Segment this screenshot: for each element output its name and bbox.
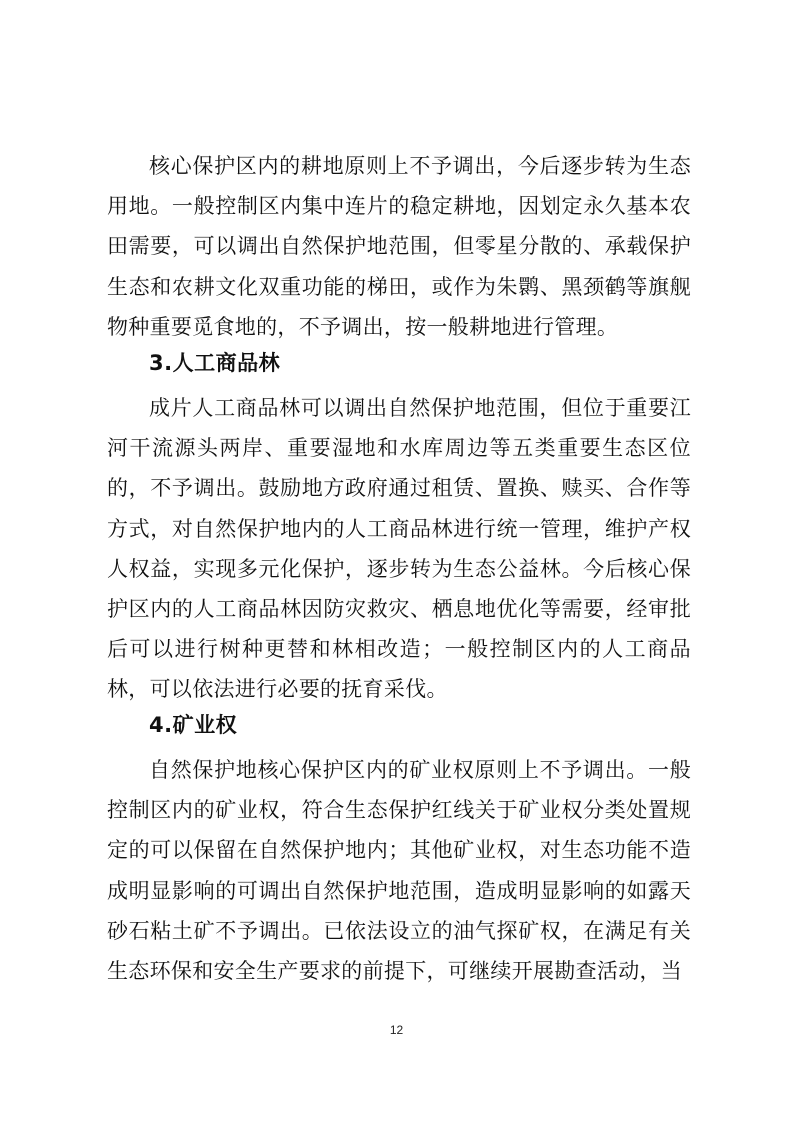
- paragraph-farmland: 核心保护区内的耕地原则上不予调出，今后逐步转为生态用地。一般控制区内集中连片的稳定耕地，因划定永久基本农田需要，可以调出自然保护地范围，但零星分散的、承载保护生态和农耕文化双重功能的梯田，或作为朱鹮、黑颈鹤等旗舰物种重要觅食地的，不予调出，按一般耕地进行管理。: [107, 154, 691, 339]
- section-heading-artificial-commercial-forest: 3.人工商品林: [149, 351, 281, 375]
- section-heading-mining-rights: 4.矿业权: [149, 713, 238, 737]
- paragraph-mining-rights: 自然保护地核心保护区内的矿业权原则上不予调出。一般控制区内的矿业权，符合生态保护红线关于矿业权分类处置规定的可以保留在自然保护地内；其他矿业权，对生态功能不造成明显影响的可调出自然保护地范围，造成明显影响的如露天砂石粘土矿不予调出。已依法设立的油气探矿权，在满足有关生态环保和安全生产要求的前提下，可继续开展勘查活动，当: [107, 758, 691, 984]
- page-number: 12: [389, 1023, 404, 1037]
- paragraph-artificial-commercial-forest: 成片人工商品林可以调出自然保护地范围，但位于重要江河干流源头两岸、重要湿地和水库周边等五类重要生态区位的，不予调出。鼓励地方政府通过租赁、置换、赎买、合作等方式，对自然保护地内的人工商品林进行统一管理，维护产权人权益，实现多元化保护，逐步转为生态公益林。今后核心保护区内的人工商品林因防灾救灾、栖息地优化等需要，经审批后可以进行树种更替和林相改造；一般控制区内的人工商品林，可以依法进行必要的抚育采伐。: [107, 396, 691, 702]
